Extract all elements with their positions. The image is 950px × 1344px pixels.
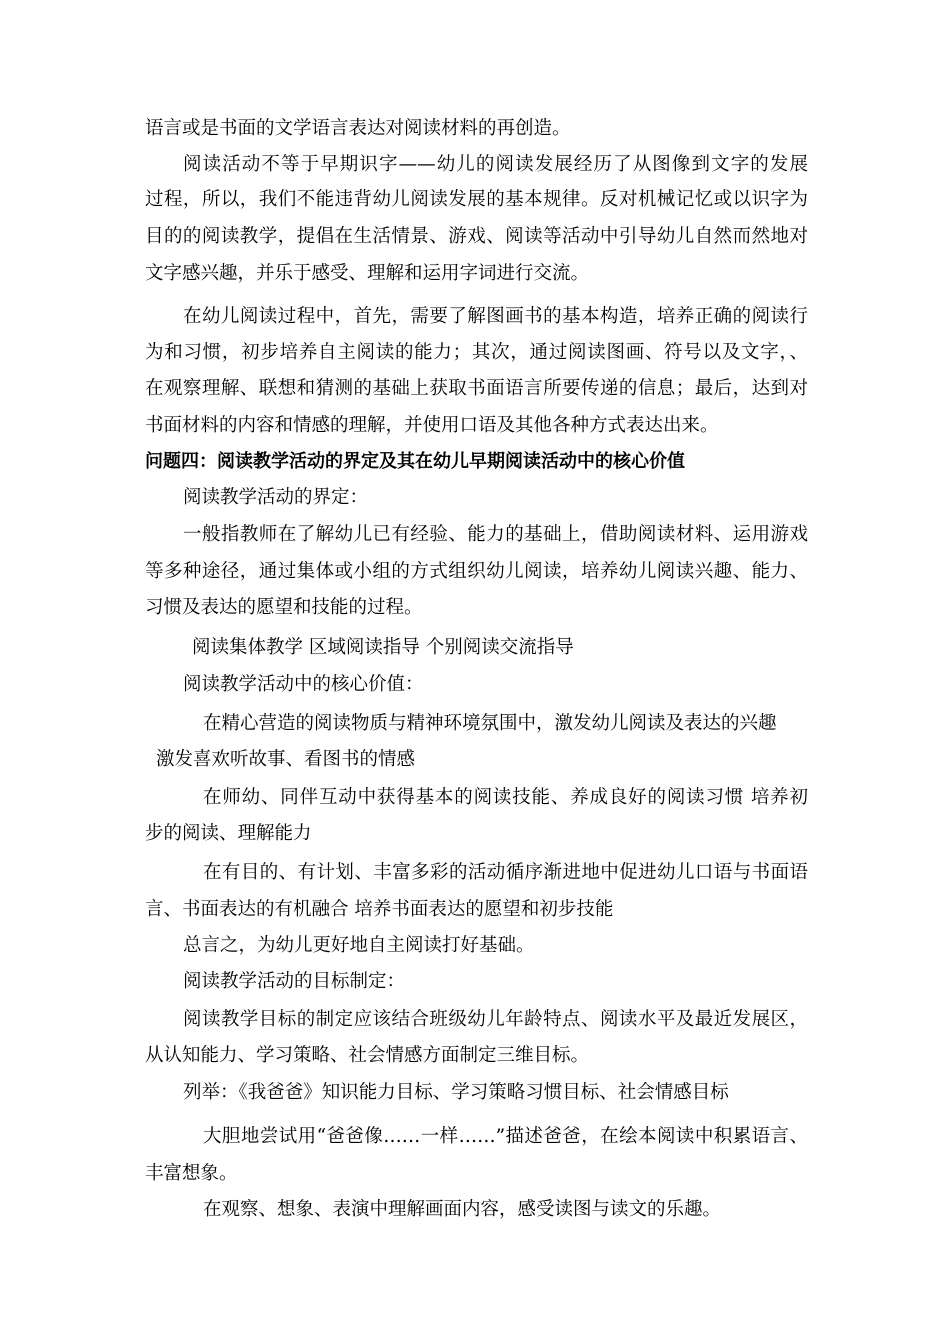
text-line: 丰富想象。 [145,1163,238,1184]
text-line: 在有目的、有计划、丰富多彩的活动循序渐进地中促进幼儿口语与书面语 [203,862,808,883]
text-line: 书面材料的内容和情感的理解，并使用口语及其他各种方式表达出来。 [145,415,719,436]
text-line: 文字感兴趣，并乐于感受、理解和运用字词进行交流。 [145,263,590,284]
text-line: 列举：《我爸爸》知识能力目标、学习策略习惯目标、社会情感目标 [183,1082,729,1103]
text-line: 在观察理解、联想和猜测的基础上获取书面语言所要传递的信息；最后，达到对 [145,378,808,399]
text-line: 过程，所以，我们不能违背幼儿阅读发展的基本规律。反对机械记忆或以识字为 [145,189,808,210]
text-line: 语言或是书面的文学语言表达对阅读材料的再创造。 [145,118,571,139]
text-line: 目的的阅读教学，提倡在生活情景、游戏、阅读等活动中引导幼儿自然而然地对 [145,226,808,247]
text-line: 在观察、想象、表演中理解画面内容，感受读图与读文的乐趣。 [203,1199,722,1220]
text-line: 习惯及表达的愿望和技能的过程。 [145,597,423,618]
text-line: 等多种途径，通过集体或小组的方式组织幼儿阅读，培养幼儿阅读兴趣、能力、 [145,561,808,582]
text-line: 一般指教师在了解幼儿已有经验、能力的基础上，借助阅读材料、运用游戏 [183,524,808,545]
text-line: 阅读集体教学 区域阅读指导 个别阅读交流指导 [192,637,574,658]
text-line: 在幼儿阅读过程中，首先，需要了解图画书的基本构造，培养正确的阅读行 [183,306,808,327]
text-line: 为和习惯，初步培养自主阅读的能力；其次，通过阅读图画、符号以及文字，、 [145,342,808,363]
text-line: 从认知能力、学习策略、社会情感方面制定三维目标。 [145,1045,590,1066]
text-line: 阅读教学活动中的核心价值： [183,674,424,695]
text-line: 言、书面表达的有机融合 培养书面表达的愿望和初步技能 [145,899,614,920]
text-line: 步的阅读、理解能力 [145,823,312,844]
text-line: 阅读教学活动的界定： [183,487,369,508]
text-line: 在师幼、同伴互动中获得基本的阅读技能、养成良好的阅读习惯 培养初 [203,787,808,808]
text-line: 在精心营造的阅读物质与精神环境氛围中，激发幼儿阅读及表达的兴趣 [203,713,777,734]
text-line: 总言之，为幼儿更好地自主阅读打好基础。 [183,935,535,956]
text-line: 激发喜欢听故事、看图书的情感 [156,749,416,770]
section-heading: 问题四：阅读教学活动的界定及其在幼儿早期阅读活动中的核心价值 [145,451,685,472]
text-line: 大胆地尝试用“爸爸像……一样……”描述爸爸，在绘本阅读中积累语言、 [203,1126,808,1147]
text-line: 阅读教学活动的目标制定： [183,971,406,992]
text-line: 阅读教学目标的制定应该结合班级幼儿年龄特点、阅读水平及最近发展区， [183,1009,808,1030]
text-line: 阅读活动不等于早期识字——幼儿的阅读发展经历了从图像到文字的发展 [183,154,808,175]
